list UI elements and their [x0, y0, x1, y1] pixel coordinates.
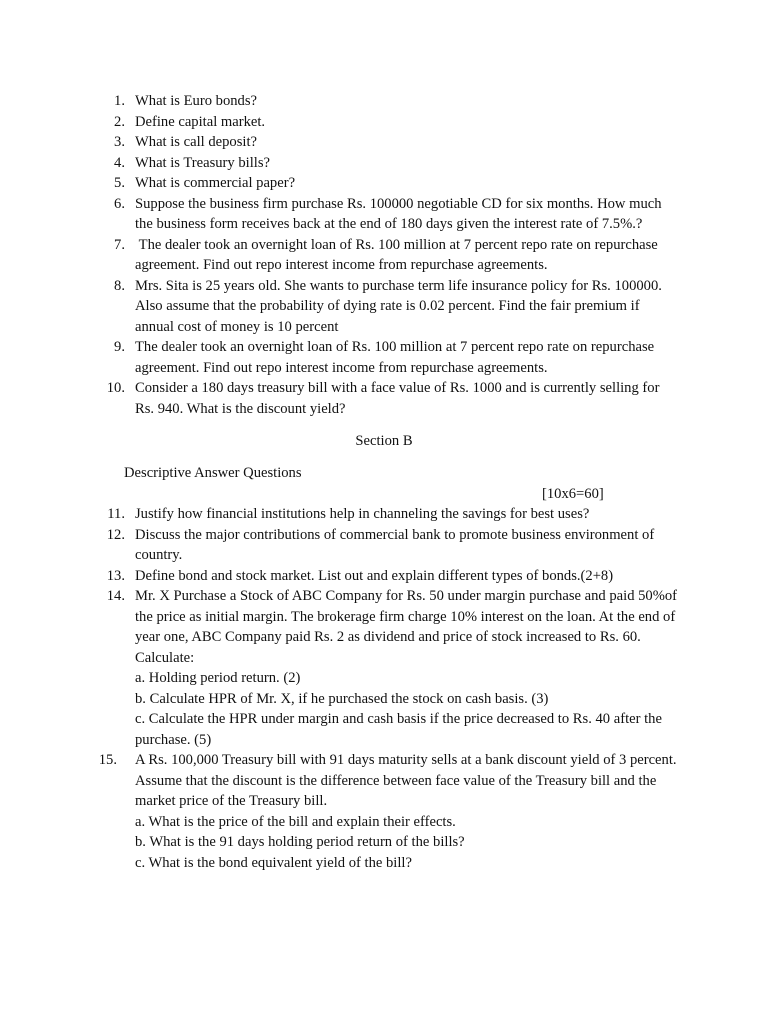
marks-allocation: [10x6=60] [542, 485, 604, 502]
list-item [0, 91, 680, 112]
section-a-question-list [0, 91, 768, 419]
sub-question: c. What is the bond equivalent yield of the bill? [135, 854, 412, 871]
list-item [0, 173, 680, 194]
list-item [0, 586, 680, 750]
question-number: 9. [114, 339, 125, 355]
question-text: A Rs. 100,000 Treasury bill with 91 days maturity sells at a bank discount yield of 3 percent. Assume that the discount is the difference between face value of the Treasury bill and the market price of the Treasury bill. [135, 752, 677, 809]
sub-question: b. What is the 91 days holding period return of the bills? [135, 834, 465, 850]
question-number: 6. [114, 195, 125, 212]
list-item [0, 153, 680, 174]
question-text: Define capital market. [135, 113, 266, 130]
list-item [0, 504, 680, 525]
question-text: Discuss the major contributions of commercial bank to promote business environment of country. [135, 526, 655, 563]
section-b-heading: Descriptive Answer Questions [124, 465, 302, 481]
question-number: 14. [106, 588, 125, 604]
question-text: Mr. X Purchase a Stock of ABC Company for Rs. 50 under margin purchase and paid 50%of the price as initial margin. The brokerage firm charge 10% interest on the loan. At the end of year one, ABC Company paid Rs. 2 as dividend and price of stock increased to Rs. 60. [135, 588, 678, 645]
list-item [0, 235, 680, 276]
question-text: Justify how financial institutions help in channeling the savings for best uses? [135, 506, 590, 522]
question-number: 3. [114, 134, 125, 150]
list-item [0, 566, 680, 587]
list-item [0, 194, 680, 235]
sub-question: c. Calculate the HPR under margin and cash basis if the price decreased to Rs. 40 after the purchase. (5) [135, 711, 662, 748]
question-number: 12. [106, 526, 125, 543]
question-text: Consider a 180 days treasury bill with a face value of Rs. 1000 and is currently selling for Rs. 940. What is the discount yield? [135, 380, 660, 417]
list-item [0, 337, 680, 378]
question-text: What is Euro bonds? [135, 93, 257, 109]
question-text: Suppose the business firm purchase Rs. 100000 negotiable CD for six months. How much the business form receives back at the end of 180 days given the interest rate of 7.5%.? [135, 195, 662, 232]
question-number: 8. [114, 277, 125, 294]
question-text: Mrs. Sita is 25 years old. She wants to purchase term life insurance policy for Rs. 100000. Also assume that the probability of dying rate is 0.02 percent. Find the fair premium if annual cost of money is 10 percent [135, 277, 662, 335]
section-b-question-list [0, 504, 768, 873]
list-item [0, 378, 680, 419]
question-text: The dealer took an overnight loan of Rs. 100 million at 7 percent repo rate on repurchase agreement. Find out repo interest income from repurchase agreements. [135, 339, 655, 376]
list-item [0, 276, 680, 338]
question-text: The dealer took an overnight loan of Rs. 100 million at 7 percent repo rate on repurchase agreement. Find out repo interest income from repurchase agreements. [135, 236, 662, 273]
question-number: 15. [98, 752, 117, 768]
exam-page [0, 91, 768, 873]
list-item [0, 112, 680, 133]
question-number: 11. [107, 506, 125, 522]
question-text: Define bond and stock market. List out and explain different types of bonds.(2+8) [135, 567, 614, 584]
question-number: 2. [114, 113, 125, 130]
calculate-label: Calculate: [135, 649, 195, 666]
list-item [0, 750, 680, 873]
question-number: 1. [114, 93, 125, 109]
sub-question: a. What is the price of the bill and explain their effects. [135, 813, 456, 830]
section-b-title: Section B [355, 433, 413, 449]
list-item [0, 525, 680, 566]
question-text: What is commercial paper? [135, 175, 296, 191]
sub-question: b. Calculate HPR of Mr. X, if he purchased the stock on cash basis. (3) [135, 690, 549, 707]
list-item [0, 132, 680, 153]
question-number: 4. [114, 154, 125, 171]
question-number: 7. [114, 236, 125, 253]
question-text: What is call deposit? [135, 134, 257, 150]
question-text: What is Treasury bills? [135, 154, 270, 171]
question-number: 10. [106, 380, 125, 396]
sub-question: a. Holding period return. (2) [135, 670, 301, 686]
question-number: 13. [106, 567, 125, 584]
question-number: 5. [114, 175, 125, 191]
